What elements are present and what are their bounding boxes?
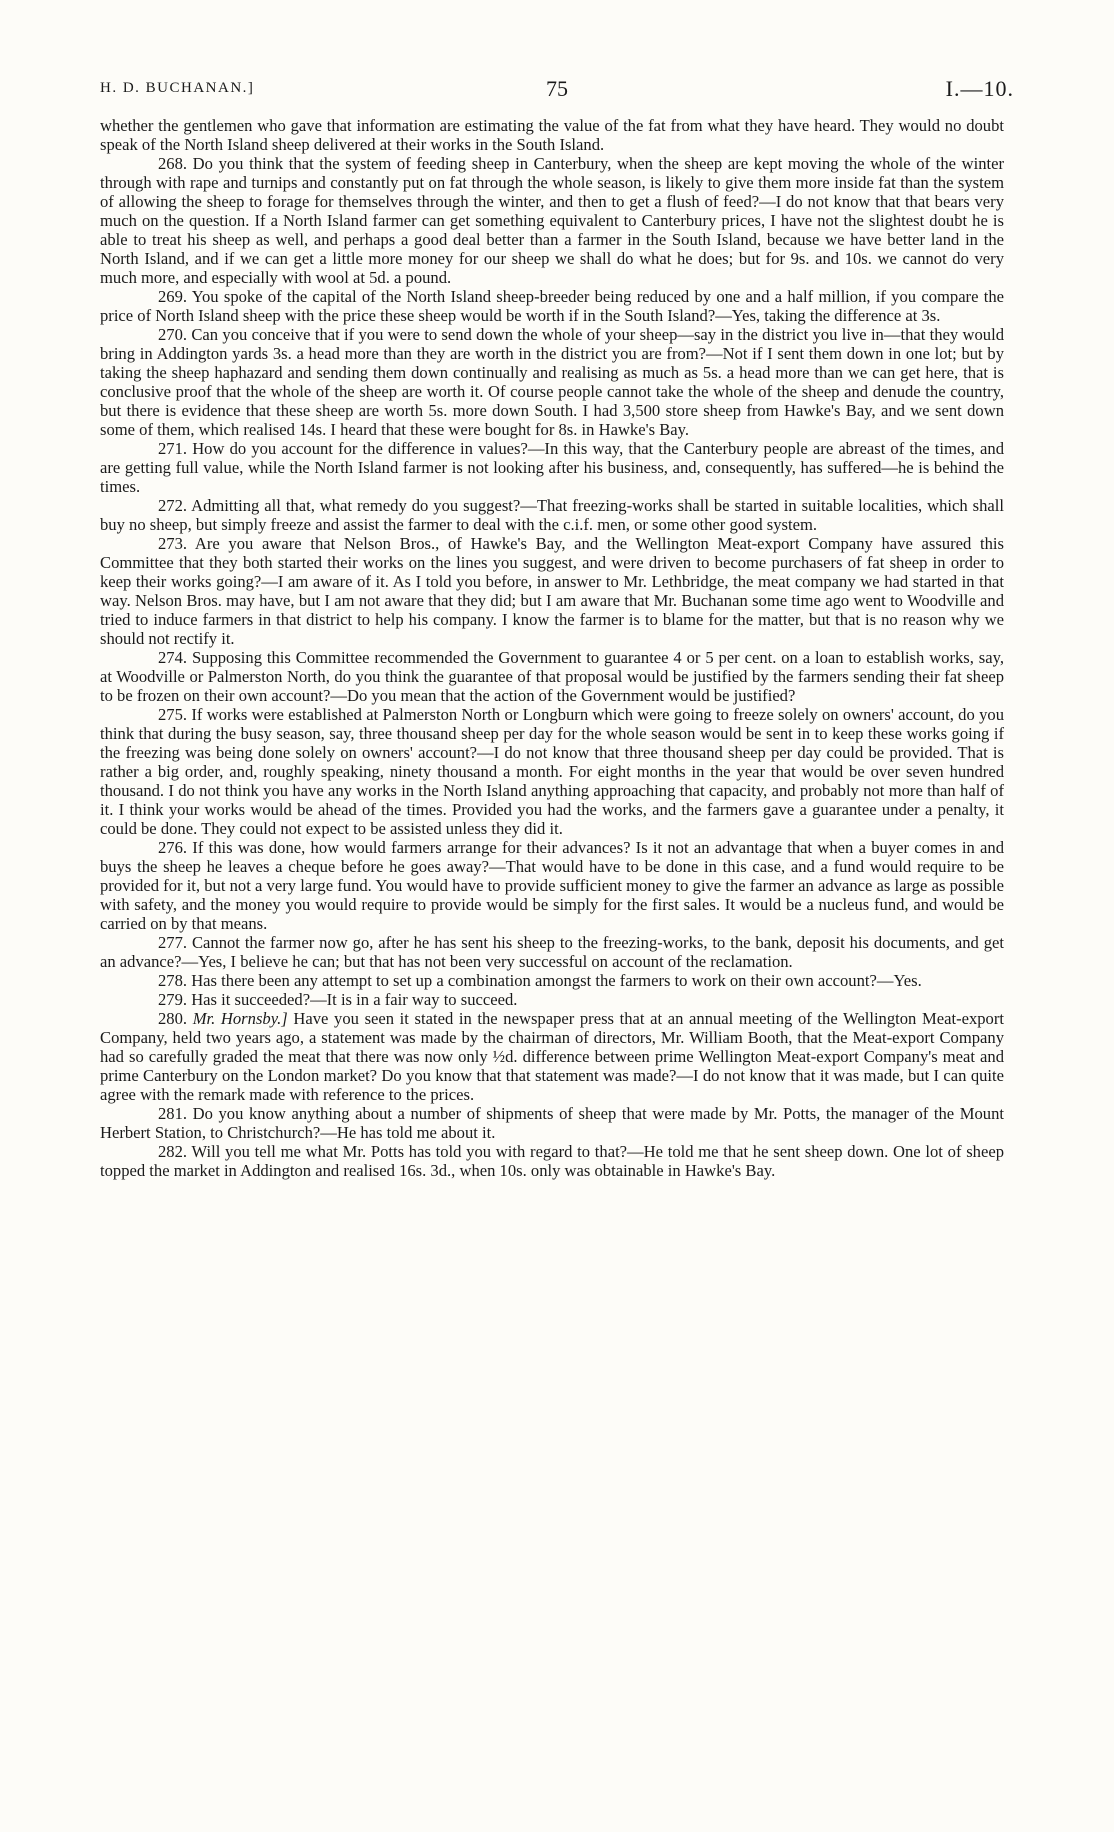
question-275: 275. If works were established at Palmerston North or Longburn which were going to freeze solely on owners' account, do you think that during the busy season, say, three thousand sheep per day for the whole season would be sent in to keep these works going if the freezing was being done solely on owners' account?—I do not know that three thousand sheep per day could be provided. That is rather a big order, and, roughly speaking, ninety thousand a month. For eight months in the year that would be over seven hundred thousand. I do not think you have any works in the North Island anything approaching that capacity, and probably not more than half of it. I think your works would be ahead of the times. Provided you had the works, and the farmers gave a guarantee under a penalty, it could be done. They could not expect to be assisted unless they did it. <box>100 705 1004 838</box>
page-header <box>100 76 1014 104</box>
question-268: 268. Do you think that the system of feeding sheep in Canterbury, when the sheep are kept moving the whole of the winter through with rape and turnips and constantly put on fat through the whole season, is likely to give them more inside fat than the system of allowing the sheep to forage for themselves through the winter, and then to get a flush of feed?—I do not know that that bears very much on the question. If a North Island farmer can get something equivalent to Canterbury prices, I have not the slightest doubt he is able to treat his sheep as well, and perhaps a good deal better than a farmer in the South Island, because we have better land in the North Island, and if we can get a little more money for our sheep we shall do what he does; but for 9s. and 10s. we cannot do very much more, and especially with wool at 5d. a pound. <box>100 154 1004 287</box>
question-270: 270. Can you conceive that if you were to send down the whole of your sheep—say in the district you live in—that they would bring in Addington yards 3s. a head more than they are worth in the district you are from?—Not if I sent them down in one lot; but by taking the sheep haphazard and sending them down continually and realising as much as 5s. a head more than we can get here, that is conclusive proof that the whole of the sheep are worth it. Of course people cannot take the whole of the sheep and denude the country, but there is evidence that these sheep are worth 5s. more down South. I had 3,500 store sheep from Hawke's Bay, and we sent down some of them, which realised 14s. I heard that these were bought for 8s. in Hawke's Bay. <box>100 325 1004 439</box>
question-272: 272. Admitting all that, what remedy do you suggest?—That freezing-works shall be started in suitable localities, which shall buy no sheep, but simply freeze and assist the farmer to deal with the c.i.f. men, or some other good system. <box>100 496 1004 534</box>
question-271: 271. How do you account for the difference in values?—In this way, that the Canterbury people are abreast of the times, and are getting full value, while the North Island farmer is not looking after his business, and, consequently, has suffered—he is behind the times. <box>100 439 1004 496</box>
paragraph-continued: whether the gentlemen who gave that information are estimating the value of the fat from what they have heard. They would no doubt speak of the North Island sheep delivered at their works in the South Island. <box>100 116 1004 154</box>
question-276: 276. If this was done, how would farmers arrange for their advances? Is it not an advantage that when a buyer comes in and buys the sheep he leaves a cheque before he goes away?—That would have to be done in this case, and a fund would require to be provided for it, but not a very large fund. You would have to provide sufficient money to give the farmer an advance as large as possible with safety, and the money you would require to provide would be simply for the first sales. It would be a nucleus fund, and would be carried on by that means. <box>100 838 1004 933</box>
question-274: 274. Supposing this Committee recommended the Government to guarantee 4 or 5 per cent. on a loan to establish works, say, at Woodville or Palmerston North, do you think the guarantee of that proposal would be justified by the farmers sending their fat sheep to be frozen on their own account?—Do you mean that the action of the Government would be justified? <box>100 648 1004 705</box>
evidence-text <box>100 116 1004 1180</box>
question-280: 280. Mr. Hornsby.] Have you seen it stated in the newspaper press that at an annual meeting of the Wellington Meat-export Company, held two years ago, a statement was made by the chairman of directors, Mr. William Booth, that the Meat-export Company had so carefully graded the meat that there was now only ½d. difference between prime Wellington Meat-export Company's meat and prime Canterbury on the London market? Do you know that that statement was made?—I do not know that it was made, but I can quite agree with the remark made with reference to the prices. <box>100 1009 1004 1104</box>
question-273: 273. Are you aware that Nelson Bros., of Hawke's Bay, and the Wellington Meat-export Company have assured this Committee that they both started their works on the lines you suggest, and were driven to become purchasers of fat sheep in order to keep their works going?—I am aware of it. As I told you before, in answer to Mr. Lethbridge, the meat company we had started in that way. Nelson Bros. may have, but I am not aware that they did; but I am aware that Mr. Buchanan some time ago went to Woodville and tried to induce farmers in that district to help his company. I know the farmer is to blame for the matter, but that is no reason why we should not rectify it. <box>100 534 1004 648</box>
question-269: 269. You spoke of the capital of the North Island sheep-breeder being reduced by one and a half million, if you compare the price of North Island sheep with the price these sheep would be worth if in the South Island?—Yes, taking the difference at 3s. <box>100 287 1004 325</box>
page-number: 75 <box>546 76 568 101</box>
question-278: 278. Has there been any attempt to set up a combination amongst the farmers to work on their own account?—Yes. <box>158 971 922 990</box>
speaker-name: Mr. Hornsby.] <box>192 1009 288 1028</box>
paper-reference: I.—10. <box>945 76 1014 101</box>
question-277: 277. Cannot the farmer now go, after he has sent his sheep to the freezing-works, to the bank, deposit his documents, and get an advance?—Yes, I believe he can; but that has not been very successful on account of the reclamation. <box>100 933 1004 971</box>
question-282: 282. Will you tell me what Mr. Potts has told you with regard to that?—He told me that he sent sheep down. One lot of sheep topped the market in Addington and realised 16s. 3d., when 10s. only was obtainable in Hawke's Bay. <box>100 1142 1004 1180</box>
question-281: 281. Do you know anything about a number of shipments of sheep that were made by Mr. Potts, the manager of the Mount Herbert Station, to Christchurch?—He has told me about it. <box>100 1104 1004 1142</box>
question-279: 279. Has it succeeded?—It is in a fair way to succeed. <box>158 990 518 1009</box>
witness-name: H. D. BUCHANAN.] <box>100 80 255 96</box>
